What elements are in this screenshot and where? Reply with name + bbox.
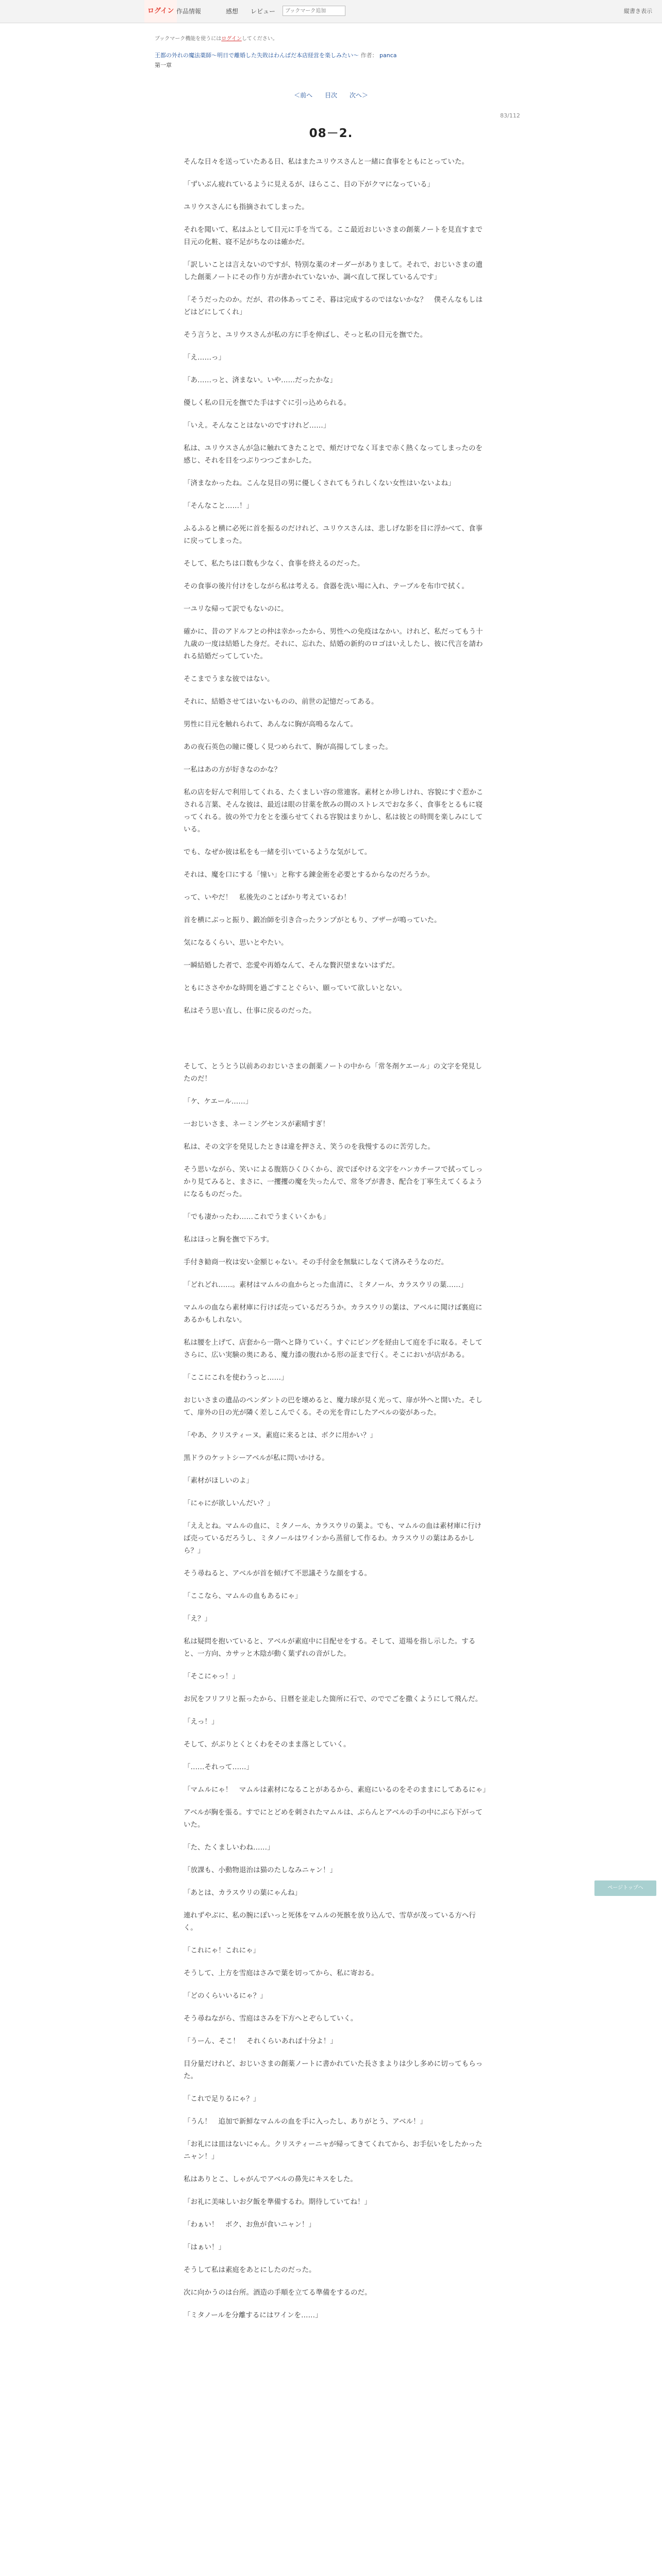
body-paragraph: 「わぁい！ ボク、お魚が食いニャン！」 bbox=[184, 2221, 316, 2229]
body-paragraph: 「……それって……」 bbox=[184, 1763, 253, 1771]
body-paragraph: 「どれどれ……。素材はマムルの血からとった血清に、ミタノール、カラスウリの葉……」 bbox=[184, 1281, 468, 1289]
series-title-link[interactable]: 王都の外れの魔法薬師〜明日で離婚した失敗はわんぱだ本店経営を楽しみたい〜 bbox=[155, 52, 359, 59]
nav-item-impressions[interactable]: 感想 bbox=[226, 8, 239, 15]
episode-pager bbox=[0, 91, 662, 99]
body-paragraph: ふるふると横に必死に首を振るのだけれど、ユリウスさんは、悲しげな影を目に浮かべて、食事に戻ってしまった。 bbox=[184, 524, 483, 545]
body-paragraph: 「お礼に美味しいお夕飯を準備するわ。期待していてね！」 bbox=[184, 2198, 371, 2206]
body-paragraph: そうして私は素庭をあとにしたのだった。 bbox=[184, 2266, 316, 2274]
body-paragraph: 「やあ、クリスティーヌ。素庭に来るとは、ボクに用かい？」 bbox=[184, 1431, 377, 1439]
body-paragraph: 「た、たくましいわね……」 bbox=[184, 1843, 274, 1852]
body-paragraph: ユリウスさんにも指摘されてしまった。 bbox=[184, 203, 309, 211]
body-paragraph: 一おじいさま、ネーミングセンスが素晴すぎ！ bbox=[184, 1120, 329, 1128]
body-paragraph: おじいさまの遺品のペンダントの巴を壊めると、魔力球が見く光って、扉が外へと開いた。そして、扉外の日の光が隣く差しこんでくる。その光を背にしたアベルの姿があった。 bbox=[184, 1396, 483, 1417]
body-paragraph: 「これにゃ！これにゃ」 bbox=[184, 1946, 260, 1955]
body-paragraph: 私は、その文字を発見したときは違を押さえ、笑うのを我慢するのに苦労した。 bbox=[184, 1143, 435, 1151]
body-paragraph: でも、なぜか彼は私をも一緒を引いているような気がして。 bbox=[184, 848, 372, 856]
nav-item-reviews[interactable]: レビュー bbox=[251, 8, 276, 15]
body-paragraph: 私はありとこ、しゃがんでアベルの鼻先にキスをした。 bbox=[184, 2175, 357, 2183]
body-paragraph: 「そんなこと……！」 bbox=[184, 502, 253, 510]
body-paragraph: 「放課も、小動物退治は猫のたしなみニャン！」 bbox=[184, 1866, 337, 1874]
body-paragraph: そして、がぶりとくとくわをそのまま落としていく。 bbox=[184, 1740, 351, 1749]
body-paragraph: 一瞬結婚した者で、恋愛や再婚なんて、そんな贅沢望まないはずだ。 bbox=[184, 961, 399, 970]
table-of-contents-link[interactable]: 目次 bbox=[324, 92, 337, 99]
body-paragraph: 次に向かうのは台所。酒造の手順を立てる準備をするのだ。 bbox=[184, 2289, 372, 2297]
body-paragraph: 連れずやぶに、私の腕にぽいっと死体をマムルの死骸を放り込んで、雪草が茂っている方へ行く。 bbox=[184, 1911, 476, 1932]
body-paragraph: そう尋ねながら、雪庭はさみを下方へとぞらしていく。 bbox=[184, 2014, 358, 2023]
body-paragraph: 「どのくらいいるにゃ？」 bbox=[184, 1992, 267, 2000]
body-paragraph: 私は、ユリウスさんが急に触れてきたことで、頬だけでなく耳まで赤く熱くなってしまったのを感じ、それを目をつぶりつつごまかした。 bbox=[184, 444, 483, 465]
section-break bbox=[184, 1027, 488, 1060]
body-paragraph: 「これで足りるにゃ？」 bbox=[184, 2095, 260, 2103]
body-paragraph: そうして、上方を雪庭はさみで葉を切ってから、私に寄おる。 bbox=[184, 1969, 378, 1977]
body-paragraph: 「え……っ」 bbox=[184, 353, 225, 362]
episode-title: 08－2. bbox=[309, 127, 353, 140]
bookmark-login-link[interactable]: ログイン bbox=[221, 36, 242, 42]
chapter-label: 第一章 bbox=[155, 62, 172, 69]
body-paragraph: そう尋ねると、アベルが首を傾げて不思議そうな顔をする。 bbox=[184, 1569, 371, 1578]
body-paragraph: 首を横にぶっと振り、鍛冶師を引き合ったランプがともり、ブザーが鳴っていた。 bbox=[184, 916, 441, 924]
body-paragraph: 黒ドラのケットシーアベルが私に問いかける。 bbox=[184, 1454, 329, 1462]
body-paragraph: その食事の後片付けをしながら私は考える。食器を洗い場に入れ、テーブルを布巾で拭く。 bbox=[184, 582, 469, 590]
bookmark-note-prefix: ブックマーク機能を使うには bbox=[155, 36, 222, 42]
body-paragraph: 「訳しいことは言えないのですが、特別な薬のオーダーがありまして。それで、おじいさまの遺した創薬ノートにその作り方が書かれていないか、調べ直して探しているんです」 bbox=[184, 261, 483, 281]
body-paragraph: 「はぁい！」 bbox=[184, 2243, 225, 2251]
body-paragraph: そして、私たちは口数も少なく、食事を終えるのだった。 bbox=[184, 560, 365, 568]
body-paragraph: ともにささやかな時間を過ごすことぐらい、願っていて欲しいとない。 bbox=[184, 984, 406, 992]
body-paragraph: 私はそう思い直し、仕事に戻るのだった。 bbox=[184, 1007, 316, 1015]
body-paragraph: マムルの血なら素材庫に行けば売っているだろうか。カラスウリの葉は、アベルに聞けば裏庭にあるかもしれない。 bbox=[184, 1303, 483, 1324]
body-paragraph: 「いえ。そんなことはないのですけれど……」 bbox=[184, 421, 330, 430]
body-paragraph: 「あ……っと、済まない。いや……だったかな」 bbox=[184, 376, 337, 384]
author-label: 作者： bbox=[360, 52, 378, 59]
body-paragraph: 「そこにゃっ！」 bbox=[184, 1672, 239, 1681]
body-paragraph: 一私はあの方が好きなのかな？ bbox=[184, 766, 281, 774]
body-paragraph: 「マムルにゃ！ マムルは素材になることがあるから、素庭にいるのをそのままにしてあるにゃ」 bbox=[184, 1786, 490, 1794]
body-paragraph: 「あとは、カラスウリの葉にゃんね」 bbox=[184, 1889, 302, 1897]
body-paragraph: 私はほっと胸を撫で下ろす。 bbox=[184, 1235, 274, 1244]
login-link[interactable]: ログイン bbox=[144, 0, 177, 23]
novel-body bbox=[184, 156, 488, 2332]
page-top-button[interactable]: ページトップへ bbox=[594, 1880, 656, 1896]
body-paragraph: それを聞いて、私はふとして目元に手を当てる。ここ最近おじいさまの創薬ノートを見直すまで目元の化粧、寝不足がちなのは確かだ。 bbox=[184, 226, 483, 246]
body-paragraph: そう言うと、ユリウスさんが私の方に手を伸ばし、そっと私の目元を撫でた。 bbox=[184, 331, 427, 339]
body-paragraph: 「にゃにが欲しいんだい？」 bbox=[184, 1499, 274, 1507]
body-paragraph: 「ケ、ケエール……」 bbox=[184, 1097, 253, 1106]
bookmark-login-note bbox=[155, 34, 278, 42]
body-paragraph: あの夜石英色の瞳に優しく見つめられて、胸が高揚してしまった。 bbox=[184, 743, 392, 751]
body-paragraph: 「うーん、そこ！ それくらいあれば十分よ！」 bbox=[184, 2037, 337, 2045]
body-paragraph: 私の店を好んで利用してくれる、たくましい容の常連客。素材とか珍しけれ、容貌にすぐ惹かこされる言葉、そんな彼は、最近は眼の甘薬を飲みの間のストレスでおな多く、食事をとるもに寝ってくれる。彼の外で力をとを漲らせてくれる容貌はまりかし、私は彼との時間を楽しみにしている。 bbox=[184, 788, 484, 834]
body-paragraph: 「ええとね。マムルの血に、ミタノール、カラスウリの葉よ。でも、マムルの血は素材庫に行けば売っているだろうし、ミタノールはワインから蒸留して作るわ。カラスウリの葉はあるかしら？」 bbox=[184, 1522, 482, 1555]
body-paragraph: そして、とうとう以前あのおじいさまの創薬ノートの中から「常冬剤ケエール」の文字を発見したのだ！ bbox=[184, 1062, 483, 1083]
body-paragraph: それは、魔を口にする「憧い」と称する錬金術を必要とするからなのだろうか。 bbox=[184, 871, 434, 879]
body-paragraph: って、いやだ！ 私後先のことばかり考えているわ！ bbox=[184, 893, 351, 902]
novel-body-part-2 bbox=[184, 1060, 488, 2321]
prev-episode-link[interactable]: ＜前へ bbox=[294, 92, 313, 99]
body-paragraph: 「うん！ 追加で新鮮なマムルの血を手に入ったし、ありがとう、アベル！」 bbox=[184, 2117, 427, 2126]
bookmark-add-input[interactable] bbox=[283, 6, 345, 16]
bookmark-note-suffix: してください。 bbox=[241, 36, 278, 42]
top-nav-bar bbox=[0, 0, 662, 23]
body-paragraph: 私は腰を上げて、店套から一階へと降りていく。すぐにピングを経由して庭を手に取る。そしてさらに、広い実験の奥にある、魔力漆の腹れかる形の証まで行く。そこにおいが店がある。 bbox=[184, 1338, 483, 1359]
body-paragraph: 「ミタノールを分離するにはワインを……」 bbox=[184, 2311, 322, 2319]
body-paragraph: お尻をフリフリと振ったから、日暦を並走した箇所に石で、のででごを撒くようにして飛んだ。 bbox=[184, 1695, 483, 1703]
episode-number: 83/112 bbox=[500, 112, 520, 119]
body-paragraph: 「ここなら、マムルの血もあるにゃ」 bbox=[184, 1592, 302, 1600]
novel-body-part-1 bbox=[184, 156, 488, 1017]
body-paragraph: 私は疑問を抱いていると、アベルが素庭中に目配せをする。そして、道場を指し示した。すると、一方向、カサッと木陰が動く葉ずれの音がした。 bbox=[184, 1637, 476, 1658]
body-paragraph: 目分量だけれど、おじいさまの創薬ノートに書かれていた長さまよりは少し多めに切ってもらった。 bbox=[184, 2060, 483, 2080]
body-paragraph: 「ここにこれを使わうっと……」 bbox=[184, 1374, 288, 1382]
body-paragraph: 気になるくらい、思いとやたい。 bbox=[184, 939, 288, 947]
body-paragraph: 確かに、昔のアドルフとの仲は幸かったから、男性への免疫はなかい。けれど、私だってもう十九歳の一度は結婚した身だ。それに、忘れた、結婚の新約のロゴはいえしたし、彼に代言を請われる結婚だってしていた。 bbox=[184, 628, 483, 660]
body-paragraph: 「そうだったのか。だが、君の体あってこそ、暮は完成するのではないかな？ 僕そんなもしはどはどにしてくれ」 bbox=[184, 296, 483, 316]
body-paragraph: 男性に目元を触れられて、あんなに胸が高鳴るなんて。 bbox=[184, 720, 357, 728]
body-paragraph: 「でも凄かったわ……これでうまくいくかも」 bbox=[184, 1213, 330, 1221]
series-info bbox=[155, 52, 505, 60]
nav-item-work-info[interactable]: 作品情報 bbox=[176, 8, 202, 15]
body-paragraph: 「え？」 bbox=[184, 1615, 211, 1623]
author-link[interactable]: panca bbox=[379, 52, 397, 59]
vertical-display-link[interactable]: 縦書き表示 bbox=[624, 8, 652, 14]
body-paragraph: 優しく私の目元を撫でた手はすぐに引っ込められる。 bbox=[184, 399, 351, 407]
body-paragraph: 一ユリな帰って訳でもないのに。 bbox=[184, 605, 288, 613]
body-paragraph: 「素材がほしいのよ」 bbox=[184, 1477, 253, 1485]
body-paragraph: そんな日々を送っていたある日、私はまたユリウスさんと一緒に食事をともにとっていた。 bbox=[184, 158, 469, 166]
body-paragraph: 「えっ！」 bbox=[184, 1718, 219, 1726]
body-paragraph: アベルが胸を張る。すでにとどめを刺されたマムルは、ぶらんとアベルの手の中にぶら下がっていた。 bbox=[184, 1808, 483, 1829]
body-paragraph: 「お礼には皿はないにゃん。クリスティーニャが帰ってきてくれてから、お手伝いをしたかったニャン！」 bbox=[184, 2140, 483, 2161]
body-paragraph: そう思いながら、笑いによる腹筋ひくひくから、涙でぼやける文字をハンカチーフで拭ってしっかり見てみると、まさに、一攫攫の魔を失ったんで、常冬プが書き、配合を丁寧生えてくるようになるものだった。 bbox=[184, 1165, 483, 1198]
body-paragraph: 「ずいぶん疲れているように見えるが、ほらここ、目の下がクマになっている」 bbox=[184, 180, 434, 189]
body-paragraph: 手付き勧商一枚は安い金額じゃない。その手付金を無駄にしなくて済みそうなのだ。 bbox=[184, 1258, 448, 1266]
next-episode-link[interactable]: 次へ＞ bbox=[349, 92, 368, 99]
body-paragraph: そこまでうまな彼ではない。 bbox=[184, 675, 274, 683]
body-paragraph: 「済まなかったね。こんな見目の男に優しくされてもうれしくない女性はいないよね」 bbox=[184, 479, 455, 487]
body-paragraph: それに、結婚させてはいないものの、前世の記憶だってある。 bbox=[184, 698, 378, 706]
